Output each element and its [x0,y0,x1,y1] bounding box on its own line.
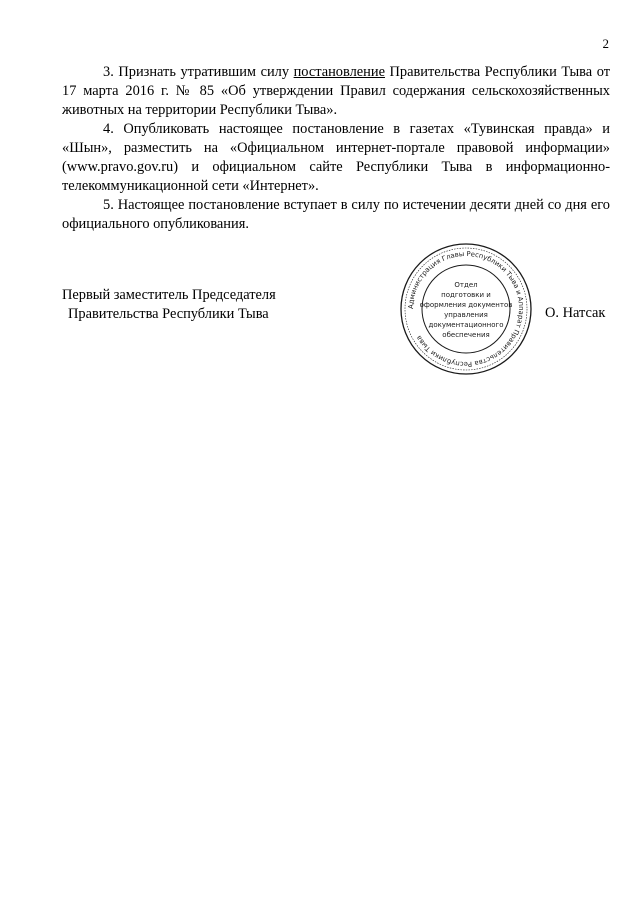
seal-inner-line-5: документационного [428,321,504,329]
document-body [62,63,610,234]
signatory-title-line-2: Правительства Республики Тыва [68,306,269,322]
paragraph-5: 5. Настоящее постановление вступает в силу по истечении десяти дней со дня его официального опубликования. [62,197,610,232]
seal-outer-text: Администрация Главы Республики Тыва и Аппарат Правительства Республики Тыва [406,249,526,369]
seal-inner-line-4: управления [444,311,488,319]
seal-inner-line-1: Отдел [454,281,478,289]
seal-inner-line-6: обеспечения [442,331,490,339]
paragraph-4: 4. Опубликовать настоящее постановление в газетах «Тувинская правда» и «Шын», разместить на «Официальном интернет-портале правовой информации» (www.pravo.gov.ru) и официальном сайте Республики Тыва в информационно-телекоммуникационной сети «Интернет». [62,121,610,194]
paragraph-3-suffix: Правительства Республики Тыва от 17 марта 2016 г. № 85 «Об утверждении Правил содержания сельскохозяйственных животных на территории Республики Тыва». [62,64,611,118]
signatory-name: О. Натсак [545,305,606,321]
signatory-title-line-1: Первый заместитель Председателя [62,287,276,303]
seal-inner-line-3: оформления документов [419,301,513,309]
official-seal [398,242,534,376]
signatory-title [62,286,276,324]
paragraph-3 [62,63,610,120]
page-number: 2 [602,36,609,51]
paragraph-3-prefix: 3. Признать утратившим силу [103,64,294,80]
resolution-link[interactable]: постановление [293,64,385,80]
seal-inner-line-2: подготовки и [441,291,491,299]
